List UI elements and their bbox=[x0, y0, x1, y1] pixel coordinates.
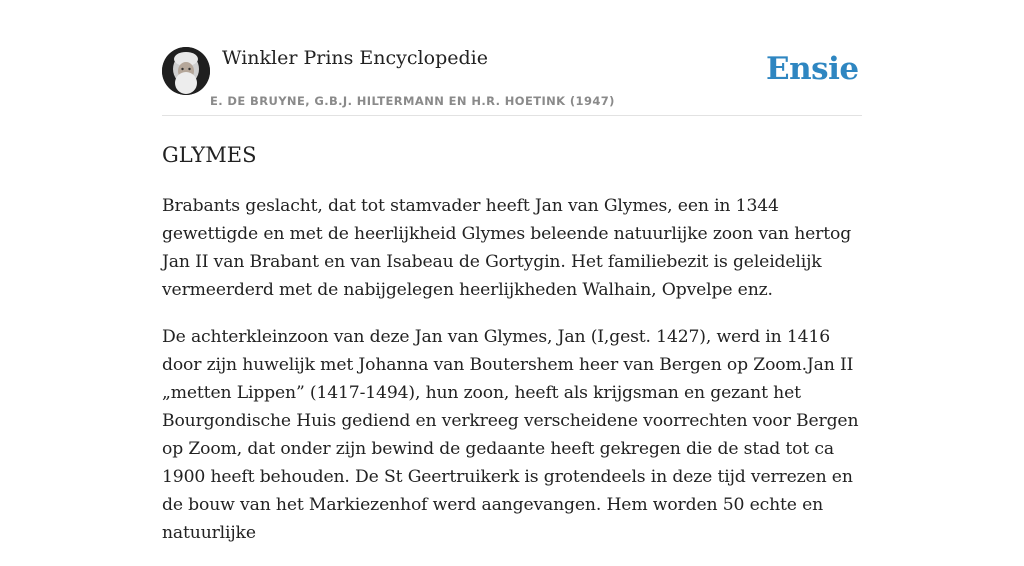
header-divider bbox=[162, 115, 862, 116]
brand-logo[interactable]: Ensie bbox=[766, 51, 859, 87]
portrait-image bbox=[162, 47, 210, 95]
publication-title[interactable]: Winkler Prins Encyclopedie bbox=[222, 47, 488, 69]
article-paragraph: Brabants geslacht, dat tot stamvader heeft Jan van Glymes, een in 1344 gewettigde en met de heerlijkheid Glymes beleende natuurlijke zoon van hertog Jan II van Brabant en van Isabeau de Gortygin. Het familiebezit is geleidelijk vermeerderd met de nabijgelegen heerlijkheden Walhain, Opvelpe enz. bbox=[162, 196, 852, 300]
authors-line: E. DE BRUYNE, G.B.J. HILTERMANN EN H.R. HOETINK (1947) bbox=[210, 94, 615, 108]
article-body bbox=[162, 192, 872, 566]
author-avatar bbox=[162, 47, 210, 95]
article-title: GLYMES bbox=[162, 143, 257, 167]
article-paragraph: De achterkleinzoon van deze Jan van Glymes, Jan (I,gest. 1427), werd in 1416 door zijn huwelijk met Johanna van Boutershem heer van Bergen op Zoom.Jan II „metten Lippen” (1417-1494), hun zoon, heeft als krijgsman en gezant het Bourgondische Huis gediend en verkreeg verscheidene voorrechten voor Bergen op Zoom, dat onder zijn bewind de gedaante heeft gekregen die de stad tot ca 1900 heeft behouden. De St Geertruikerk is grotendeels in deze tijd verrezen en de bouw van het Markiezenhof werd aangevangen. Hem worden 50 echte en natuurlijke bbox=[162, 327, 859, 543]
